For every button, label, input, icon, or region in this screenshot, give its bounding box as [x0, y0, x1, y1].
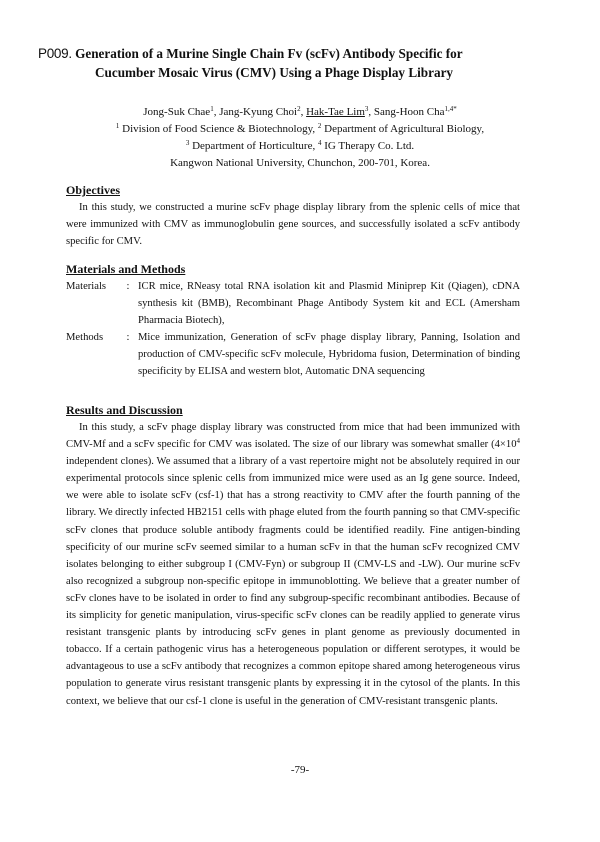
author-affiliation-mark: 1,4*	[444, 105, 457, 113]
author-name: Jang-Kyung Choi	[219, 106, 298, 118]
materials-colon: :	[126, 281, 130, 292]
affiliation-text: Division of Food Science & Biotechnology,	[122, 123, 316, 135]
affiliation-line-2	[0, 138, 600, 155]
results-text-part-2: independent clones). We assumed that a library of a vast repertoire might not be absolutely required in our experimental protocols since splenic cells from immunized mice were used as an Ig gene source. Indeed, we were able to isolate scFv (csf-1) that has a strong reactivity to CMV after the fourth panning of the library. We directly infected HB2151 cells with phage eluted from the fourth panning so that CMV-specific scFv clones that produce soluble antibody fragments could be identified readily. Fine antigen-binding specificity of our murine scFv seemed similar to a human scFv in that the human scFv recognized CMV isolates belonging to either subgroup I (CMV-Fyn) or subgroup II (CMV-LS and -LW). Our murine scFv also recognized a subgroup non-specific epitope in immunoblotting. We believe that a greater number of scFv clones have to be isolated in order to find any subgroup-specific recombinant antibodies. Because of its simplicity for genetic manipulation, virus-specific scFv clones can be readily applied to generate virus resistant transgenic plants by introducing scFv genes in plant genome as previously documented in tobacco. If a certain pathogenic virus has a heterogeneous population or different serotypes, it would be advantageous to use a scFv antibody that recognizes a common epitope shared among heterogeneous virus population to generate virus resistant transgenic plants by expressing it in the cytosol of the plants. In this context, we believe that our csf-1 clone is useful in the generation of CMV-resistant transgenic plants.	[66, 456, 520, 707]
results-paragraph	[66, 419, 520, 710]
affiliation-text: IG Therapy Co. Ltd.	[324, 140, 415, 152]
affiliation-line-1	[0, 121, 600, 138]
objectives-heading: Objectives	[66, 183, 120, 197]
objectives-section	[66, 182, 520, 250]
author-name: Sang-Hoon Cha	[373, 106, 445, 118]
title-line-1	[38, 44, 578, 63]
author-name: Jong-Suk Chae	[143, 106, 211, 118]
materials-row	[66, 278, 520, 329]
objectives-text: In this study, we constructed a murine scFv phage display library from the splenic cells of mice that were immunized with CMV as immunoglobulin gene sources, and successfully isolated a scFv antibody specific for CMV.	[66, 202, 520, 248]
methods-colon: :	[126, 332, 130, 344]
title-line-2: Cucumber Mosaic Virus (CMV) Using a Phage Display Library	[95, 65, 454, 80]
materials-label: Materials	[66, 281, 107, 292]
affiliation-mark: 4	[317, 139, 322, 147]
abstract-code: P009.	[38, 46, 72, 61]
affiliation-text: Department of Agricultural Biology,	[324, 123, 485, 135]
affiliation-mark: 2	[317, 122, 322, 130]
author-list: Jong-Suk Chae$^1$, Jang-Kyung Choi$^2$, Hak-Tae Lim$^3$, Sang-Hoon Cha$^{1,4*}$	[143, 105, 457, 118]
results-section	[66, 402, 520, 710]
methods-text: Mice immunization, Generation of scFv phage display library, Panning, Isolation and production of CMV-specific scFv molecule, Hybridoma fusion, Determination of binding specificity by ELISA and western blot, Automatic DNA sequencing	[138, 332, 520, 378]
presenting-author-name: Hak-Tae Lim	[306, 106, 365, 118]
objectives-paragraph	[66, 199, 520, 250]
title-text-1: Generation of a Murine Single Chain Fv (scFv) Antibody Specific for	[75, 46, 463, 61]
materials-methods-heading: Materials and Methods	[66, 262, 186, 276]
affiliation-mark: 3	[185, 139, 190, 147]
materials-text: ICR mice, RNeasy total RNA isolation kit and Plasmid Miniprep Kit (Qiagen), cDNA synthesis kit (BMB), Recombinant Phage Antibody System kit and ECL (Amersham Pharmacia Biotech),	[138, 281, 520, 327]
author-affiliation-mark: 1	[210, 105, 214, 113]
author-block	[0, 104, 600, 172]
page-number: -79-	[290, 764, 310, 776]
paper-title	[38, 44, 578, 82]
methods-label: Methods	[66, 332, 104, 344]
affiliation-text: Department of Horticulture,	[192, 140, 316, 152]
affiliation-mark: 1	[115, 122, 120, 130]
results-text-part-1: In this study, a scFv phage display library was constructed from mice that had been immunized with CMV-Mf and a scFv specific for CMV was isolated. The size of our library was somewhat smaller (4×10	[66, 422, 520, 451]
results-heading: Results and Discussion	[66, 403, 183, 417]
author-affiliation-mark: 3	[364, 105, 369, 113]
affiliation-university: Kangwon National University, Chunchon, 200-701, Korea.	[170, 157, 430, 169]
library-size-exponent: 4	[516, 437, 520, 446]
methods-row	[66, 329, 520, 380]
materials-methods-section	[66, 261, 520, 381]
author-affiliation-mark: 2	[297, 105, 301, 113]
